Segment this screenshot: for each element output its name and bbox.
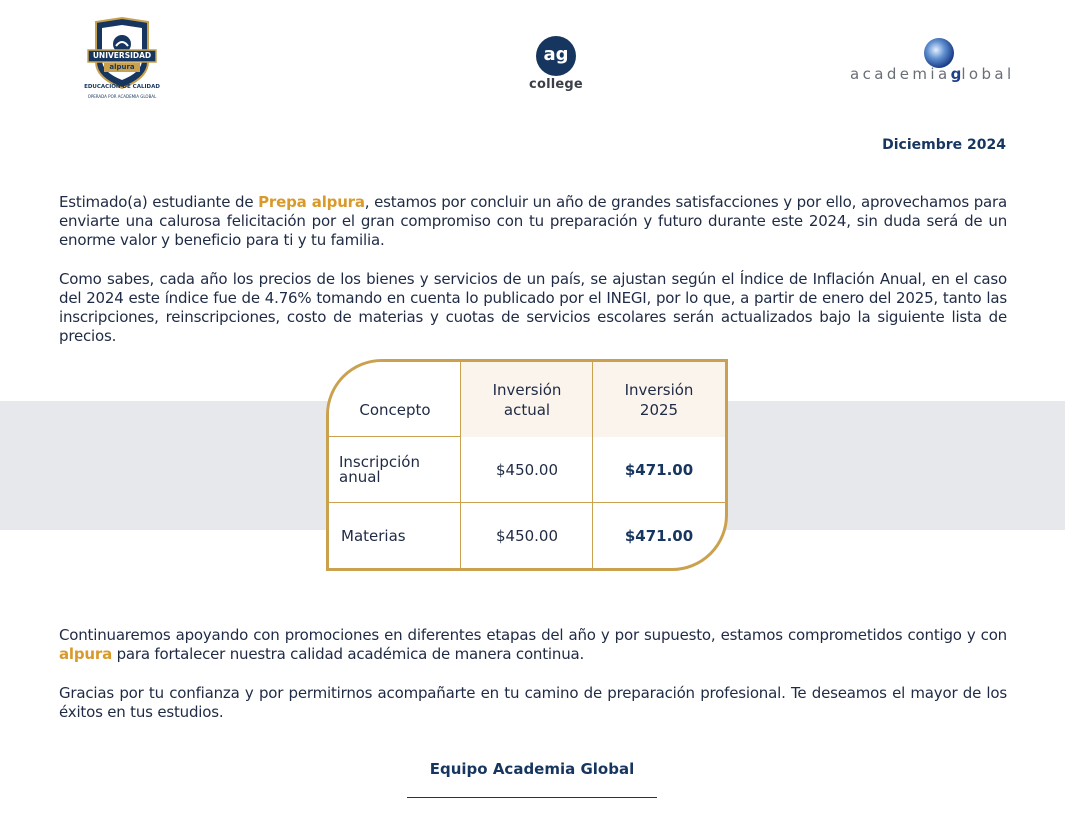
thanks-paragraph: Gracias por tu confianza y por permitirnos acompañarte en tu camino de preparación profesional. Te deseamos el mayor de los éxitos en tus estudios. [59,684,1007,721]
globe-icon [924,38,954,68]
row1-concepto: Inscripción anual [339,453,420,486]
ag-college-logo [526,36,586,98]
header-concepto: Concepto [329,362,461,437]
row2-nueva: $471.00 [624,526,694,545]
greeting-text: Estimado(a) estudiante de [59,193,259,211]
commitment-paragraph [59,626,1007,664]
table-divider [329,502,725,503]
ag-college-word: college [529,77,583,92]
universidad-tagline: EDUCACIÓN DE CALIDAD [84,84,160,90]
global-text: lobal [961,65,1015,83]
signature-line [407,797,657,798]
commitment-text-continued: para fortalecer nuestra calidad académica de manera continua. [112,645,585,663]
greeting-paragraph [59,193,1007,250]
row2-actual: $450.00 [495,526,559,545]
prepa-alpura-highlight: Prepa alpura [258,193,365,211]
alpura-highlight: alpura [59,645,112,663]
universidad-banner: UNIVERSIDAD [92,51,152,60]
price-table [326,359,728,571]
universidad-brand: alpura [109,63,135,71]
table-divider [592,362,593,568]
letter-date: Diciembre 2024 [882,137,1006,153]
inflation-paragraph: Como sabes, cada año los precios de los bienes y servicios de un país, se ajustan según el Índice de Inflación Anual, en el caso del 2024 este índice fue de 4.76% tomando en cuenta lo publicado por el INEGI, por lo que, a partir de enero del 2025, tanto las inscripciones, reinscripciones, costo de materias y cuotas de servicios escolares serán actualizados bajo la siguiente lista de precios. [59,270,1007,345]
header-inversion-2025: Inversión 2025 [593,362,725,437]
table-divider [460,362,461,568]
academia-global-mark: g [950,65,962,83]
academia-text: academia [850,65,951,83]
universidad-alpura-logo [86,16,158,104]
commitment-text: Continuaremos apoyando con promociones en diferentes etapas del año y por supuesto, estamos comprometidos contigo y con [59,626,1007,644]
academia-global-logo [850,36,1015,86]
row2-concepto: Materias [341,526,406,545]
universidad-operated-by: OPERADA POR ACADEMIA GLOBAL [87,94,157,99]
row1-nueva: $471.00 [624,461,694,479]
row1-actual: $450.00 [495,461,559,479]
header-inversion-actual: Inversión actual [461,362,593,437]
ag-mark: ag [536,36,576,76]
signature: Equipo Academia Global [429,760,635,778]
table-divider [329,436,461,437]
greeting-text-continued: , estamos por concluir un año de grandes satisfacciones y por ello, aprovechamos para enviarte una calurosa felicitación por el gran compromiso con tu preparación y futuro durante este 2024, sin duda será de un enorme valor y beneficio para ti y tu familia. [59,193,1007,249]
